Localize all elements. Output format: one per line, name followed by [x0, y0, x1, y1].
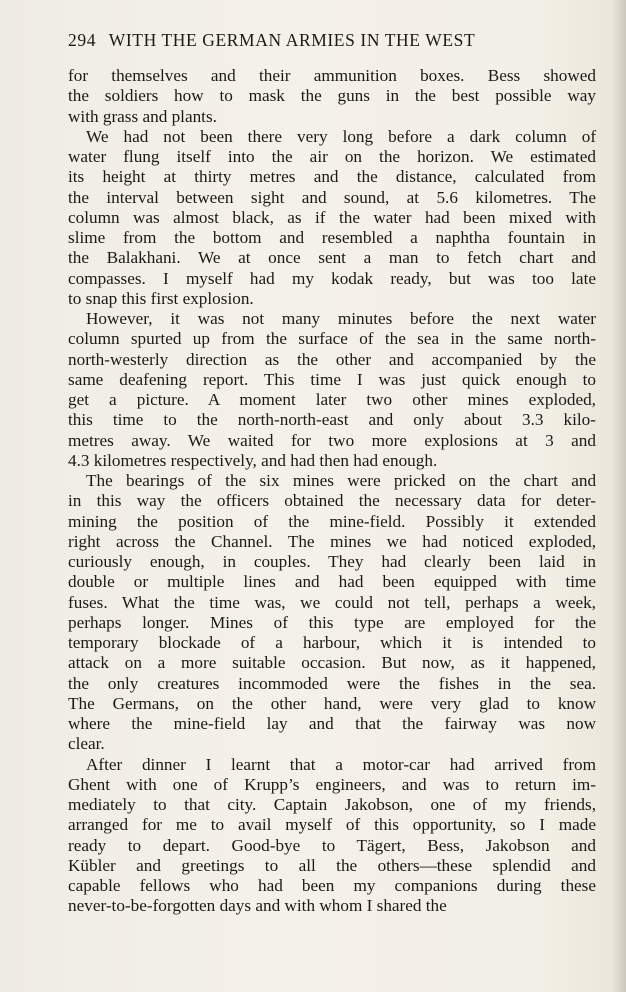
paragraph [68, 127, 596, 309]
text-line: to snap this first explosion. [68, 288, 254, 308]
text-line: arranged for me to avail myself of this opportunity, so I made [68, 815, 596, 835]
text-line: get a picture. A moment later two other mines exploded, [68, 390, 596, 409]
text-line: However, it was not many minutes before the next water [86, 309, 597, 328]
text-line: 4.3 kilometres respectively, and had then had enough. [68, 450, 438, 470]
text-line: mediately to that city. Captain Jakobson, one of my friends, [68, 795, 597, 814]
text-line: attack on a more suitable occasion. But now, as it happened, [68, 653, 596, 673]
running-title: WITH THE GERMAN ARMIES IN THE WEST [108, 30, 476, 50]
text-line: water flung itself into the air on the horizon. We estimated [68, 147, 596, 166]
paragraph [68, 309, 596, 471]
text-line: We had not been there very long before a dark column of [86, 126, 597, 146]
text-line: perhaps longer. Mines of this type are employed for the [68, 612, 597, 632]
text-line: with grass and plants. [68, 106, 217, 126]
text-line: same deafening report. This time I was just quick enough to [68, 369, 597, 389]
text-line: for themselves and their ammunition boxes. Bess showed [68, 66, 596, 85]
text-line: the interval between sight and sound, at 5.6 kilometres. The [68, 187, 596, 207]
text-line: fuses. What the time was, we could not tell, perhaps a week, [68, 592, 596, 612]
paragraph [68, 66, 596, 127]
text-line: mining the position of the mine-field. Possibly it extended [68, 511, 596, 531]
text-line: in this way the officers obtained the necessary data for deter- [68, 491, 596, 511]
text-line: never-to-be-forgotten days and with whom I shared the [68, 896, 447, 916]
text-line: north-westerly direction as the other and accompanied by the [68, 349, 596, 369]
text-line: compasses. I myself had my kodak ready, but was too late [68, 268, 596, 288]
text-line: ready to depart. Good-bye to Tägert, Bess, Jakobson and [68, 835, 596, 855]
text-line: clear. [68, 734, 105, 754]
text-line: Ghent with one of Krupp’s engineers, and was to return im- [68, 774, 597, 794]
text-line: its height at thirty metres and the distance, calculated from [68, 167, 597, 187]
text-line: Kübler and greetings to all the others—these splendid and [68, 855, 596, 875]
page-number: 294 [68, 30, 97, 50]
text-line: where the mine-field lay and that the fairway was now [68, 714, 597, 733]
page-edge-shadow [612, 0, 626, 992]
text-line: The bearings of the six mines were pricked on the chart and [86, 471, 597, 490]
text-line: curiously enough, in couples. They had clearly been laid in [68, 552, 596, 571]
text-line: the only creatures incommoded were the fishes in the sea. [68, 673, 597, 693]
running-header [68, 30, 568, 51]
text-line: double or multiple lines and had been equipped with time [68, 572, 596, 592]
text-line: slime from the bottom and resembled a naphtha fountain in [68, 228, 597, 247]
text-line: right across the Channel. The mines we had noticed exploded, [68, 531, 597, 551]
text-line: the Balakhani. We at once sent a man to fetch chart and [68, 248, 597, 268]
text-line: temporary blockade of a harbour, which it is intended to [68, 633, 597, 652]
paragraph [68, 471, 596, 755]
text-line: column was almost black, as if the water had been mixed with [68, 207, 596, 227]
text-line: After dinner I learnt that a motor-car had arrived from [86, 754, 597, 774]
text-line: this time to the north-north-east and only about 3.3 kilo- [68, 410, 596, 430]
text-line: The Germans, on the other hand, were very glad to know [68, 693, 597, 713]
text-line: column spurted up from the surface of the sea in the same north- [68, 329, 596, 349]
paragraph [68, 755, 596, 917]
body-text [68, 66, 596, 917]
text-line: capable fellows who had been my companions during these [68, 876, 597, 895]
text-line: the soldiers how to mask the guns in the best possible way [68, 86, 596, 106]
text-line: metres away. We waited for two more explosions at 3 and [68, 430, 596, 450]
